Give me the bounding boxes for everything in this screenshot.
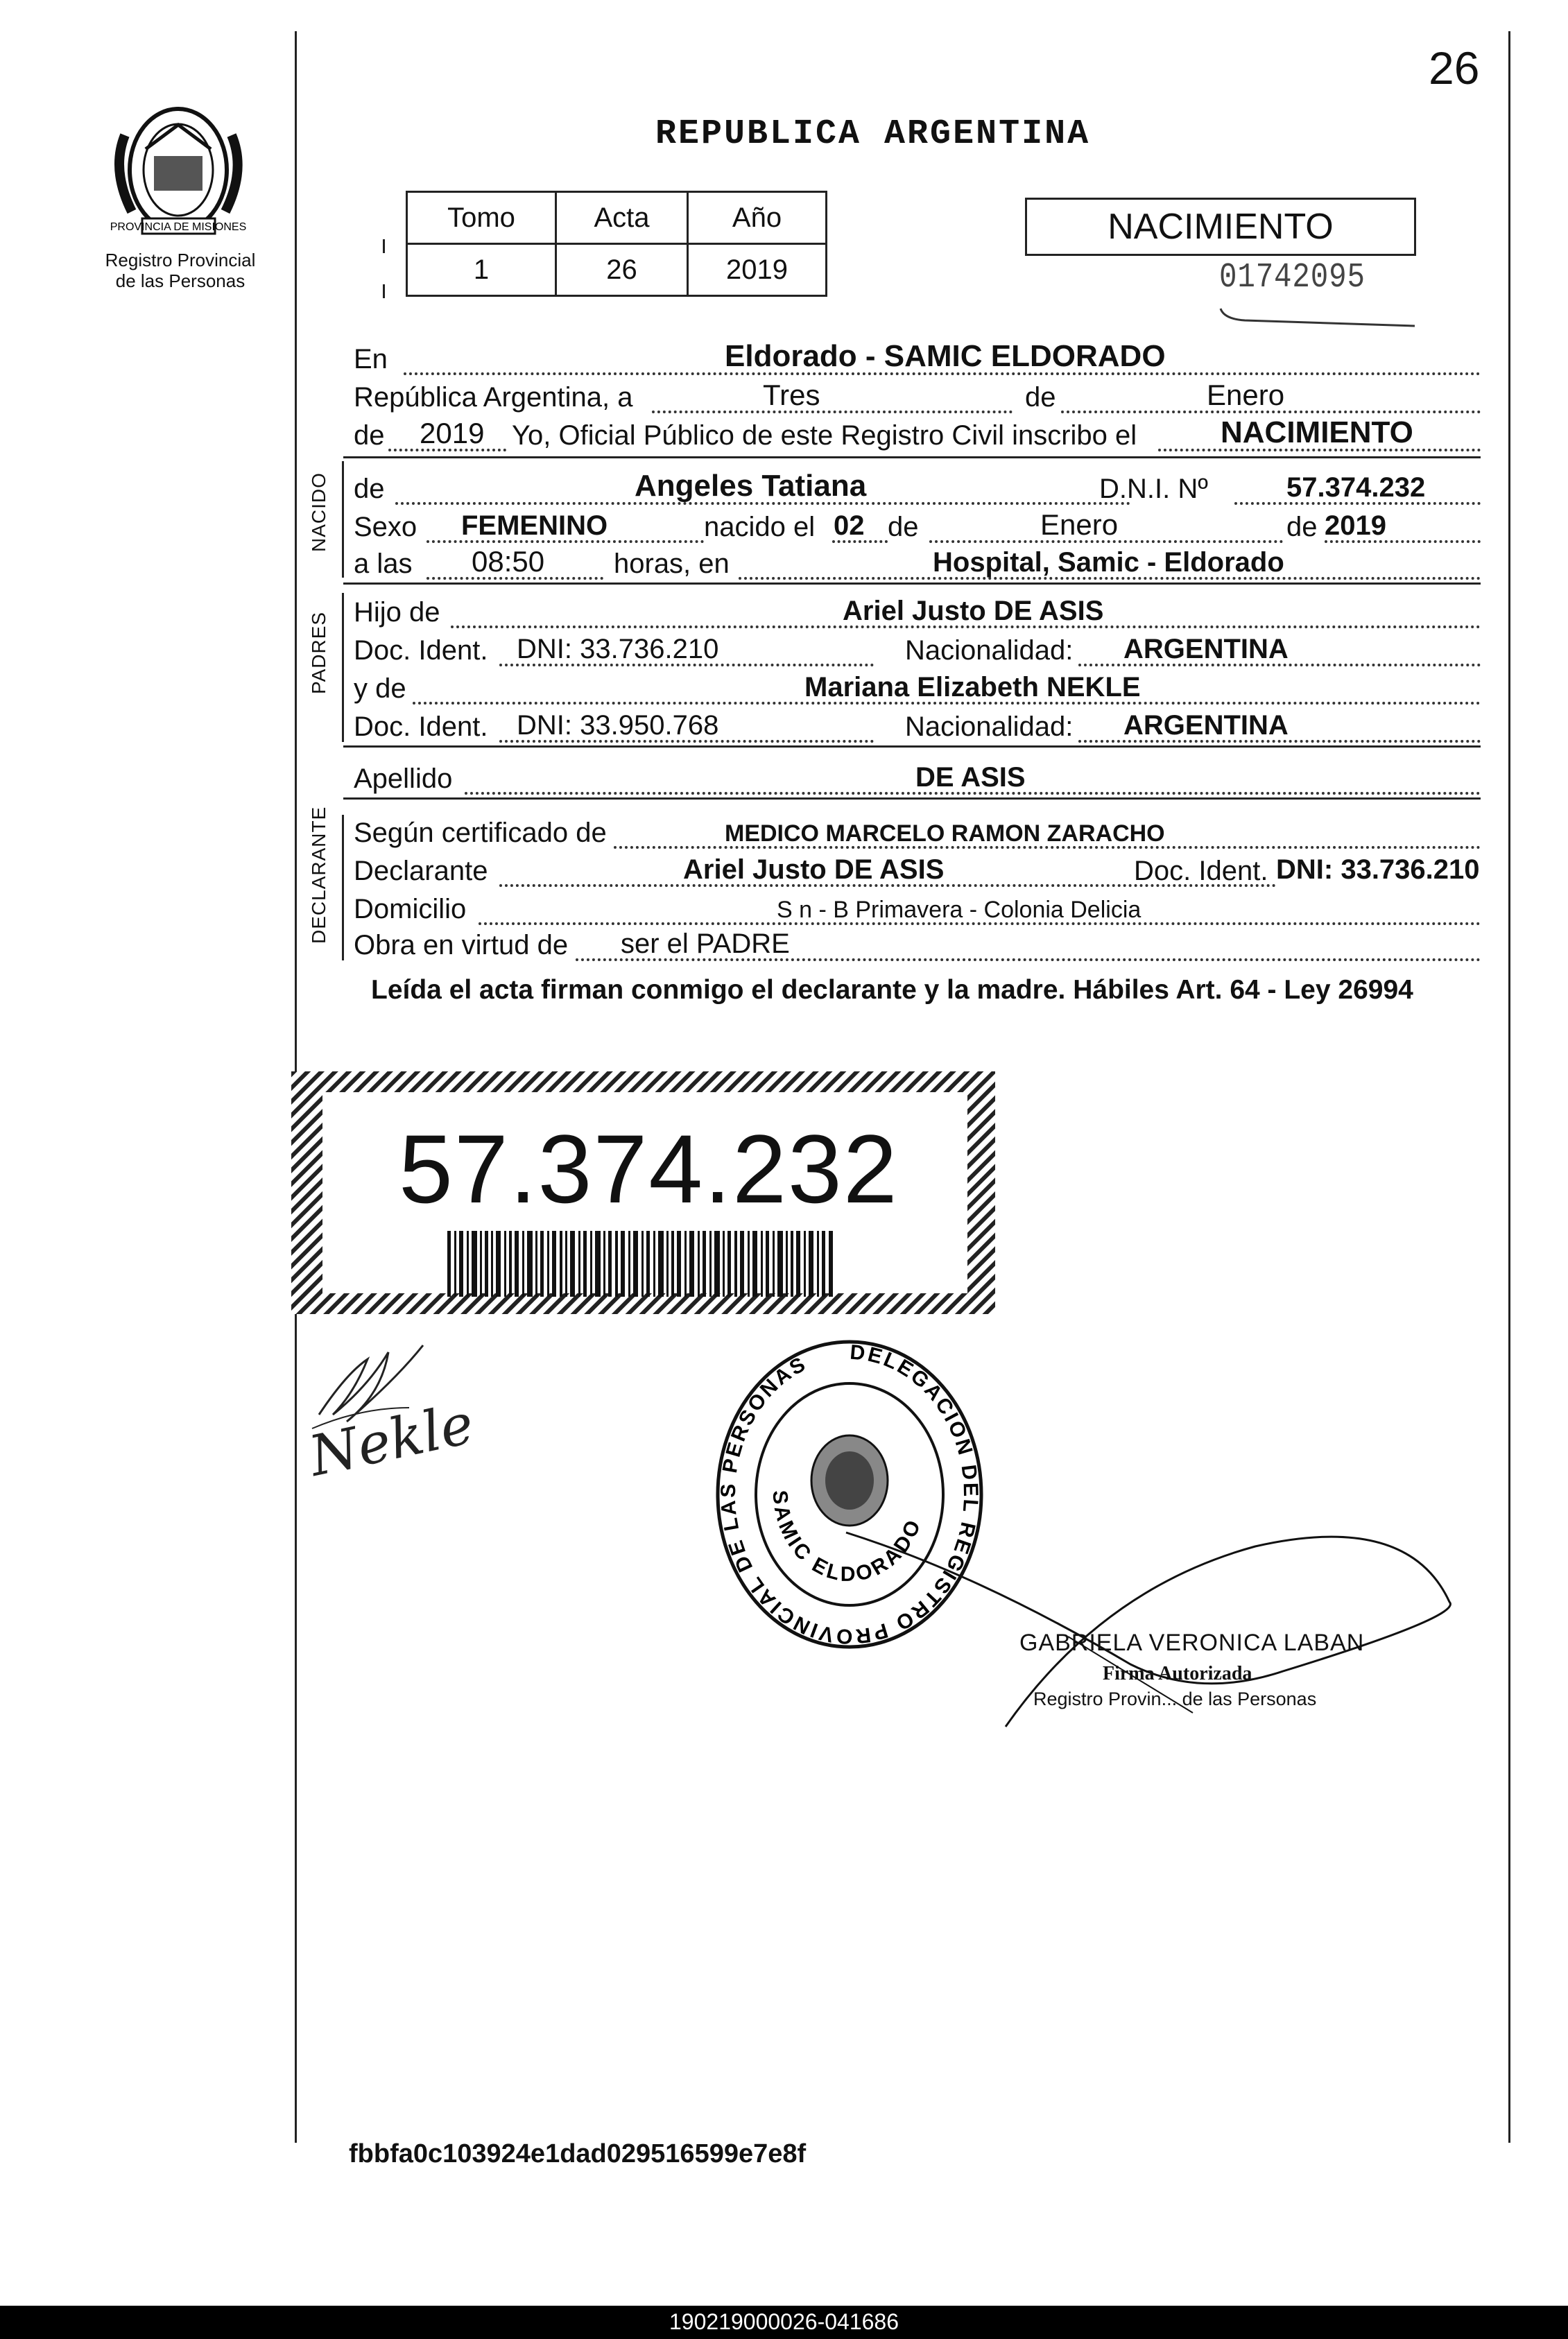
value-father-doc: DNI: 33.736.210 bbox=[517, 634, 719, 664]
label-en: En bbox=[354, 344, 388, 374]
value-birth-day: 02 bbox=[834, 510, 865, 541]
label-sexo: Sexo bbox=[354, 512, 417, 542]
label-inscribo: Yo, Oficial Público de este Registro Civil inscribo el bbox=[512, 420, 1137, 451]
margin-tick bbox=[383, 239, 385, 253]
row-apellido bbox=[354, 756, 1481, 797]
record-table-values bbox=[407, 244, 827, 296]
label-nacido-el: nacido el bbox=[704, 512, 816, 542]
document-title: REPUBLICA ARGENTINA bbox=[655, 114, 1091, 154]
label-y-de: y de bbox=[354, 673, 406, 704]
row-hijo-de bbox=[354, 589, 1481, 631]
signer-role: Firma Autorizada bbox=[1103, 1663, 1252, 1684]
section-bar bbox=[342, 461, 344, 578]
barcode-number: 57.374.232 bbox=[399, 1114, 899, 1223]
signature-name-handwritten: Nekle bbox=[303, 1391, 479, 1489]
value-en: Eldorado - SAMIC ELDORADO bbox=[725, 339, 1166, 373]
row-alas bbox=[354, 541, 1481, 582]
right-margin-line bbox=[1508, 31, 1510, 2143]
row-obra bbox=[354, 922, 1481, 964]
row-certificado bbox=[354, 810, 1481, 852]
row-y-de bbox=[354, 666, 1481, 707]
row-nacido-name bbox=[354, 466, 1481, 508]
barcode bbox=[447, 1231, 836, 1297]
value-anio: 2019 bbox=[688, 244, 827, 296]
row-mother-doc bbox=[354, 704, 1481, 745]
value-birth-month: Enero bbox=[1040, 508, 1119, 541]
signer-name: GABRIELA VERONICA LABAN bbox=[1019, 1630, 1365, 1656]
value-mother-doc: DNI: 33.950.768 bbox=[517, 710, 719, 741]
value-child-dni: 57.374.232 bbox=[1286, 472, 1426, 503]
label-domicilio: Domicilio bbox=[354, 894, 467, 924]
value-father-name: Ariel Justo DE ASIS bbox=[843, 596, 1104, 626]
stamp-inner-text: SAMIC ELDORADO bbox=[768, 1489, 927, 1587]
signer-office: Registro Provin... de las Personas bbox=[1033, 1689, 1317, 1709]
logo-caption-line1: Registro Provincial bbox=[105, 250, 256, 270]
logo-caption-line2: de las Personas bbox=[115, 270, 245, 291]
row-declarante bbox=[354, 848, 1481, 890]
serial-number: 01742095 bbox=[1219, 258, 1365, 297]
value-year: 2019 bbox=[420, 417, 485, 449]
label-obra: Obra en virtud de bbox=[354, 930, 569, 960]
section-divider bbox=[343, 745, 1481, 748]
record-type-box: NACIMIENTO bbox=[1025, 198, 1416, 256]
stamp-outer-text: DELEGACION DEL REGISTRO PROVINCIAL DE LAS PERSONAS bbox=[716, 1340, 983, 1648]
label-de2: de bbox=[354, 420, 385, 451]
label-nacionalidad: Nacionalidad: bbox=[905, 635, 1074, 666]
value-sexo: FEMENINO bbox=[461, 510, 608, 541]
value-child-name: Angeles Tatiana bbox=[635, 469, 867, 503]
value-birth-year: 2019 bbox=[1325, 510, 1386, 541]
row-domicilio bbox=[354, 886, 1481, 928]
value-certificado: MEDICO MARCELO RAMON ZARACHO bbox=[725, 820, 1165, 847]
document-hash: fbbfa0c103924e1dad029516599e7e8f bbox=[349, 2139, 807, 2168]
label-apellido: Apellido bbox=[354, 763, 453, 794]
value-apellido: DE ASIS bbox=[915, 762, 1026, 793]
section-label-declarante: DECLARANTE bbox=[308, 806, 329, 944]
record-table bbox=[406, 191, 827, 297]
row-sexo bbox=[354, 504, 1481, 546]
row-father-doc bbox=[354, 628, 1481, 669]
section-bar bbox=[342, 593, 344, 742]
margin-tick bbox=[383, 284, 385, 298]
value-place: Hospital, Samic - Eldorado bbox=[933, 547, 1284, 578]
label-hijo-de: Hijo de bbox=[354, 597, 440, 628]
label-declarante: Declarante bbox=[354, 856, 488, 886]
row-inscribo bbox=[354, 413, 1481, 454]
label-alas: a las bbox=[354, 549, 413, 579]
header-anio: Año bbox=[688, 192, 827, 244]
row-en bbox=[354, 336, 1481, 378]
value-mother-nationality: ARGENTINA bbox=[1123, 710, 1289, 741]
value-day: Tres bbox=[763, 379, 820, 411]
value-mother-name: Mariana Elizabeth NEKLE bbox=[804, 672, 1141, 702]
logo-caption bbox=[69, 250, 291, 291]
value-father-nationality: ARGENTINA bbox=[1123, 634, 1289, 664]
footer-code: 190219000026-041686 bbox=[669, 2309, 899, 2334]
value-obra: ser el PADRE bbox=[621, 929, 790, 959]
section-divider bbox=[343, 797, 1481, 800]
label-doc-ident: Doc. Ident. bbox=[354, 635, 488, 666]
row-republica bbox=[354, 374, 1481, 416]
label-horas-en: horas, en bbox=[614, 549, 730, 579]
label-doc-ident: Doc. Ident. bbox=[1134, 856, 1268, 886]
value-time: 08:50 bbox=[472, 545, 545, 578]
value-domicilio: S n - B Primavera - Colonia Delicia bbox=[777, 897, 1141, 923]
value-month: Enero bbox=[1207, 379, 1285, 411]
label-doc-ident: Doc. Ident. bbox=[354, 711, 488, 742]
closing-statement: Leída el acta firman conmigo el declarante y la madre. Hábiles Art. 64 - Ley 26994 bbox=[371, 975, 1413, 1005]
logo-seal-text: PROVINCIA DE MISIONES bbox=[110, 221, 247, 233]
page-number: 26 bbox=[1429, 42, 1480, 94]
value-acta: 26 bbox=[556, 244, 688, 296]
label-de: de bbox=[1025, 382, 1056, 413]
label-dni: D.N.I. Nº bbox=[1099, 474, 1208, 504]
section-divider bbox=[343, 456, 1481, 458]
value-declarante: Ariel Justo DE ASIS bbox=[683, 854, 945, 885]
officer-signature bbox=[839, 1449, 1477, 1761]
value-inscribo: NACIMIENTO bbox=[1221, 415, 1413, 449]
label-certificado: Según certificado de bbox=[354, 818, 607, 848]
label-republica: República Argentina, a bbox=[354, 382, 633, 413]
serial-underline bbox=[1217, 305, 1418, 333]
value-tomo: 1 bbox=[407, 244, 556, 296]
section-label-nacido: NACIDO bbox=[308, 472, 329, 552]
value-declarante-doc: DNI: 33.736.210 bbox=[1276, 854, 1480, 885]
label-de: de bbox=[354, 474, 385, 504]
record-table-header bbox=[407, 192, 827, 244]
section-bar bbox=[342, 815, 344, 960]
label-de: de bbox=[1286, 512, 1318, 542]
header-acta: Acta bbox=[556, 192, 688, 244]
province-seal-logo bbox=[104, 94, 253, 243]
label-nacionalidad: Nacionalidad: bbox=[905, 711, 1074, 742]
label-de: de bbox=[888, 512, 919, 542]
section-divider bbox=[343, 582, 1481, 585]
section-label-padres: PADRES bbox=[308, 611, 329, 694]
header-tomo: Tomo bbox=[407, 192, 556, 244]
